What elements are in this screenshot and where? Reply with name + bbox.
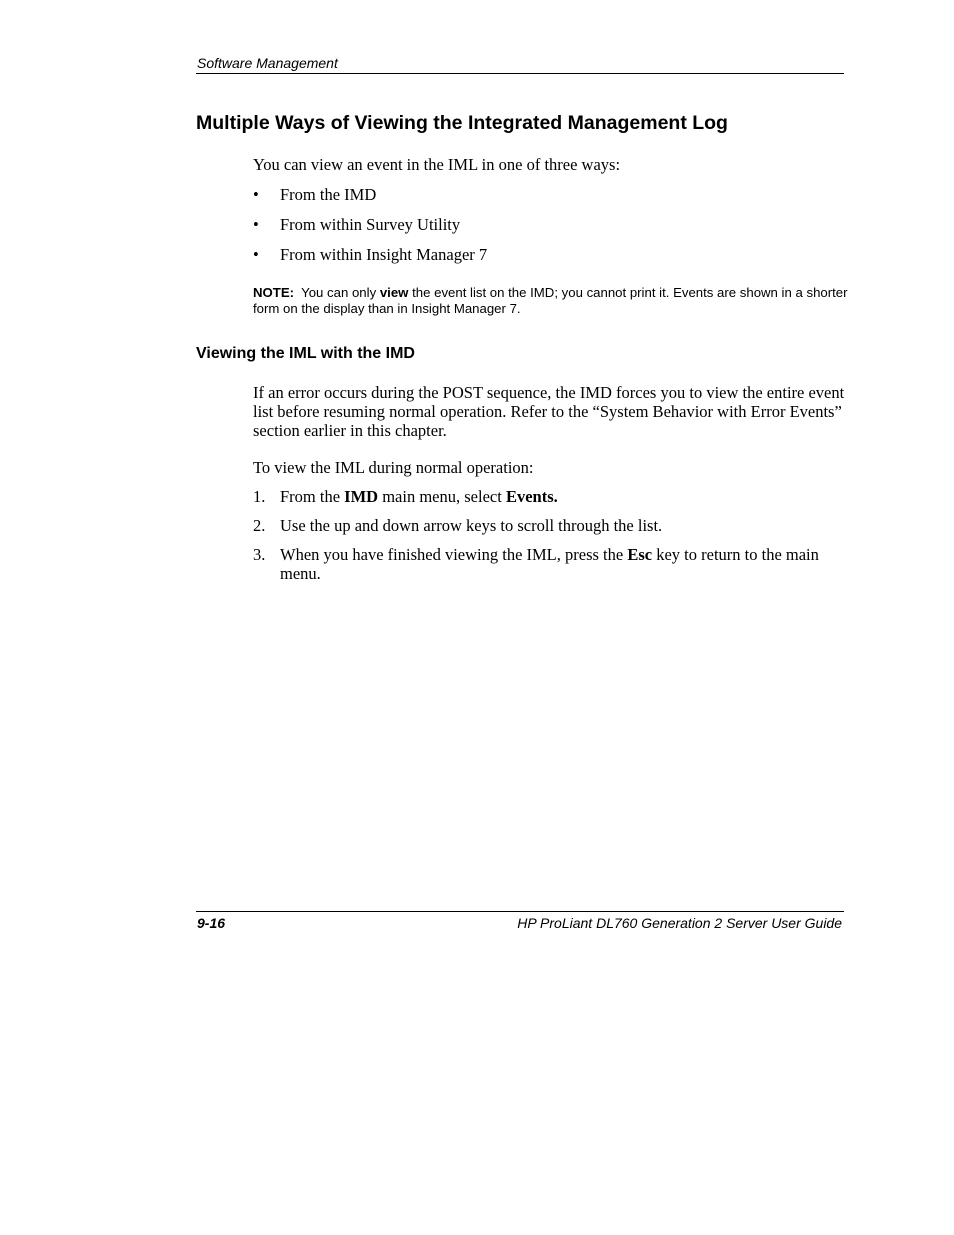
header-rule [196, 73, 844, 74]
bullet-icon: • [253, 245, 259, 264]
paragraph: If an error occurs during the POST sequence, the IMD forces you to view the entire event list before resuming normal operation. Refer to the “System Behavior with Error Events” section earlier in this chapter. [253, 383, 845, 440]
running-header: Software Management [197, 55, 338, 71]
step-number: 1. [253, 487, 266, 506]
step-number: 2. [253, 516, 266, 535]
footer-rule [196, 911, 844, 912]
note-box: NOTE: You can only view the event list on the IMD; you cannot print it. Events are shown in a shorter form on the display than in Insight Manager 7. [253, 285, 848, 316]
page-number: 9-16 [197, 915, 226, 931]
note-label: NOTE: [253, 285, 295, 300]
guide-title: HP ProLiant DL760 Generation 2 Server User Guide [517, 915, 842, 931]
intro-text: You can view an event in the IML in one of three ways: [253, 155, 621, 174]
steps-lead: To view the IML during normal operation: [253, 458, 534, 477]
subsection-title: Viewing the IML with the IMD [196, 345, 415, 362]
bullet-icon: • [253, 215, 259, 234]
step-number: 3. [253, 545, 266, 564]
bullet-icon: • [253, 185, 259, 204]
section-title: Multiple Ways of Viewing the Integrated Management Log [196, 112, 728, 134]
